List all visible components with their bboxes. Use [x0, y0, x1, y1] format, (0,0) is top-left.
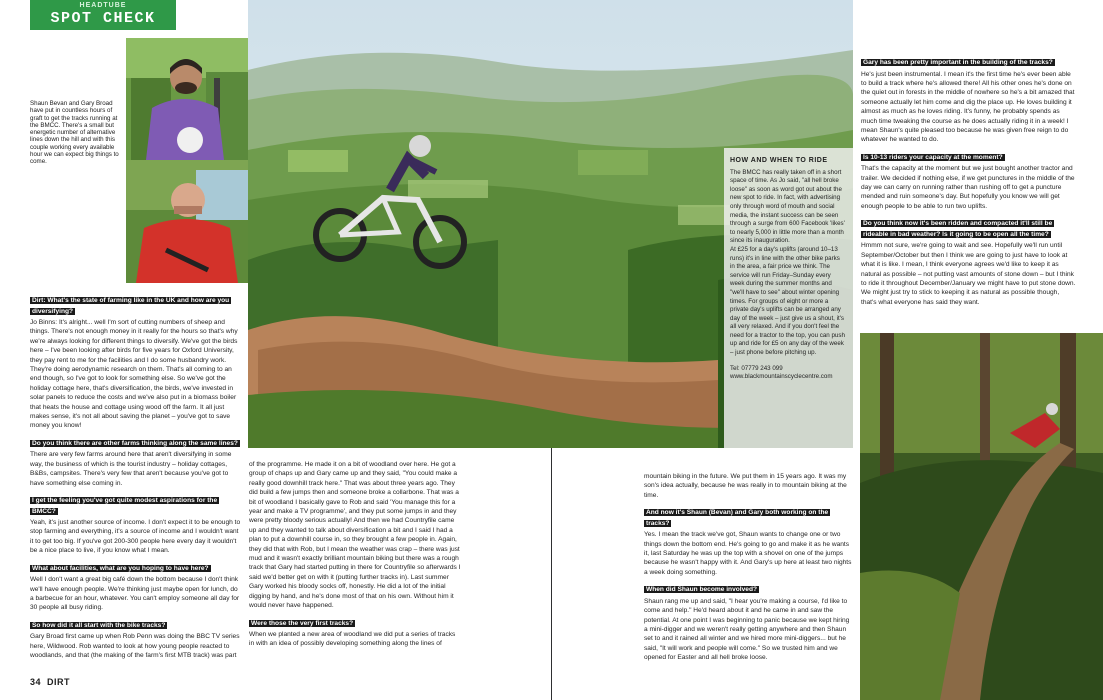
qa-item	[30, 564, 242, 613]
question: Do you think there are other farms thinking along the same lines?	[32, 439, 238, 447]
qa-item	[861, 58, 1076, 145]
question: Do you think now it's been ridden and compacted it'll still be rideable in bad weather? Is it going to be open all the time?	[863, 220, 1053, 238]
answer: There are very few farms around here that aren't diversifying in some way, the business of which is the tourist industry – holiday cottages, B&Bs, campsites. There's very few that aren't because you've got to have something else coming in.	[30, 451, 232, 487]
sidebar-paragraph: The BMCC has really taken off in a short space of time. As Jo said, "all hell broke loose" as soon as word got out about the new spot to ride. In fact, with advertising only through word of mouth and social media, the instant success can be seen through a surge from 600 Facebook 'likes' to nearly 5,000 in little more than a month since its inauguration.	[730, 168, 845, 245]
question: So how did it all start with the bike tracks?	[32, 621, 166, 629]
answer: He's just been instrumental. I mean it's the first time he's ever been able to build a track where he's allowed there! All his other ones he's done on the quiet out in forests in the middle of nowhere so he's a bit amazed that someone actually let him come and dig the place up. He loves building it almost as much as he loves riding. It's funny, he probably spends as much time tweaking the course as he does actually riding it in a week! I mean Shaun's quite pleased too because he was given free reign to do whatever he wanted to do.	[861, 70, 1075, 144]
right-column	[861, 58, 1076, 315]
question: What about facilities, what are you hoping to have here?	[32, 564, 209, 572]
answer: Yeah, it's just another source of income. I don't expect it to be enough to stop farming and everything, it's a source of income and I wouldn't want it to get too big. If you've got 200-300 people here every day it wouldn't be a nice place to live, if you know what I mean.	[30, 519, 241, 555]
magazine-brand: DIRT	[47, 677, 71, 687]
page-number: 34	[30, 677, 42, 687]
answer: That's the capacity at the moment but we just bought another tractor and trailer. We decided if nothing else, if we get punctures in the middle of the day we can carry on running rather than rushing off to get a puncture mended and ruin someone's day. But hopefully you know we will get enough people to be able to run two uplifts.	[861, 165, 1075, 210]
photo-caption: Shaun Bevan and Gary Broad have put in countless hours of graft to get the tracks running at the BMCC. There's a small but energetic number of alternative lines down the hill and with this couple working every available hour we can expect big things to come.	[30, 100, 119, 166]
sidebar-title: HOW AND WHEN TO RIDE	[730, 157, 828, 164]
answer: Well I don't want a great big café down the bottom because I don't think we'll have enough people. We're thinking just maybe open for lunch, do a barbecue for an hour, whatever. You can't employ someone all day for 30 people all busy riding.	[30, 576, 240, 612]
right-middle-column	[644, 472, 852, 671]
qa-item	[861, 219, 1076, 307]
question: Is 10-13 riders your capacity at the moment?	[863, 153, 1003, 161]
question: Dirt: What's the state of farming like in the UK and how are you diversifying?	[32, 297, 230, 315]
answer: Hmmm not sure, we're going to wait and see. Hopefully we'll run until September/October but then I think we are going to just have to look at what it is like. I mean, I think everyone agrees we'd like to keep it as natural as possible – not putting vast amounts of stone down – but I think to ride it throughout December/January we might have to put stone down. We might just try to stick to keeping it as natural as possible though, that's what everyone has said they want.	[861, 242, 1076, 306]
answer: of the programme. He made it on a bit of woodland over here. He got a group of chaps up and Gary came up and they said, "You could make a really good downhill track here." That was about three years ago. They did build a few jumps then and someone broke a collarbone. That was a bit of woodland I basically gave to Rob and said 'You manage this for a year and make a TV programme', and they put some jumps in and they were pretty bloody serious actually! And then we had Countryfile came up and they wanted to talk about diversification a bit and I said I had a plan to put a downhill course in, so they brought a few people in. Again, they did that with Rob, but I mean the weather was crap – there was just mud and it wasn't exactly brilliant mountain biking but there was a rough track that Gary had started putting in there for Countryfile so afterwards I said we'd better get on with it (putting further tracks in). Last summer Gary worked his bloody socks off, honestly. He did a lot of the initial digging by hand, and he's done most of that on his own. Without him it would never have happened.	[249, 461, 461, 610]
question: And now it's Shaun (Bevan) and Gary both working on the tracks?	[646, 509, 829, 527]
answer: Gary Broad first came up when Rob Penn was doing the BBC TV series here, Wildwood. Rob wanted to look at how young people reacted to woodlands, and that (the making of the farm's first MTB track) was part	[30, 633, 240, 660]
qa-item	[30, 439, 242, 488]
question: Were those the very first tracks?	[251, 619, 354, 627]
answer: When we planted a new area of woodland we did put a series of tracks in with an idea of possibly developing something along the lines of	[249, 631, 456, 648]
answer: Jo Binns: It's alright... well I'm sort of cutting numbers of sheep and things. There's not enough money in it really for the hours so that's why we're always looking for different things to diversify. We've got the birds here – I've been looking after birds for five years for Oxford University, they pay rent to me for the facilities and I do some husbandry work. They're doing aerodynamic research on them. That's all coming to an end though, so I've got to look for something else. So we've got the holiday cottage here, that's diversification, the birds, we've invested in solar panels to reduce the costs and we've also put in a biomass boiler that heats the house and cottage using wood off the farm. It all just makes sense, it's not all about saving the planet – you've got to save money you know!	[30, 319, 238, 430]
sidebar-phone: Tel: 07779 243 099	[730, 364, 783, 372]
left-column	[30, 296, 242, 668]
sidebar-paragraph: At £25 for a day's uplifts (around 10–13 runs) it's in line with the other bike parks in the area, a fair price we think. The service will run Friday–Sunday every week during the summer months and "we'll have to see" about winter opening times. For groups of eight or more a private day's uplifts can be arranged any day of the week – just give us a shout, it's all very relaxed. And if you don't feel the need for a tractor to the top, you can push up and ride for £5 on any day of the week – just phone before pitching up.	[730, 245, 845, 357]
how-and-when-to-ride-box	[724, 148, 853, 448]
banner-title: SPOT CHECK	[50, 10, 156, 27]
portrait-gary-broad	[126, 160, 248, 283]
middle-column	[249, 460, 461, 657]
qa-item	[861, 153, 1076, 212]
qa-item	[30, 296, 242, 431]
qa-item	[30, 621, 242, 661]
portrait-shaun-bevan	[126, 38, 248, 160]
question: When did Shaun become involved?	[646, 586, 758, 594]
answer: Shaun rang me up and said, "I hear you're making a course, I'd like to come and help." He'd heard about it and he came in and saw the potential. At one point I was beginning to panic because we kept hiring a mini-digger and we weren't really getting anywhere and then Shaun set to and it rained all winter and we hired more mini-diggers... but he said, "It will work and people will come." So we trusted him and we opened for Easter and all hell broke loose.	[644, 597, 850, 662]
question: Gary has been pretty important in the building of the tracks?	[863, 59, 1053, 66]
question: I get the feeling you've got quite modest aspirations for the BMCC?	[32, 497, 218, 515]
sidebar-url[interactable]: www.blackmountainscyclecentre.com	[730, 373, 833, 381]
woodland-rider-photo	[860, 333, 1103, 700]
answer: mountain biking in the future. We put them in 15 years ago. It was my son's idea actually, because he was really in to mountain biking at the time.	[644, 473, 847, 499]
answer: Yes. I mean the track we've got, Shaun wants to change one or two things down the bottom end. He's going to go and make it as he wants it, last Saturday he was up the top with a shovel on one of the jumps because he wasn't happy with it. And Gary's up here at least two nights a week doing something.	[644, 531, 852, 576]
section-banner	[30, 0, 176, 30]
page-folio	[30, 677, 70, 687]
banner-kicker: HEADTUBE	[79, 2, 127, 9]
qa-item	[30, 496, 242, 556]
